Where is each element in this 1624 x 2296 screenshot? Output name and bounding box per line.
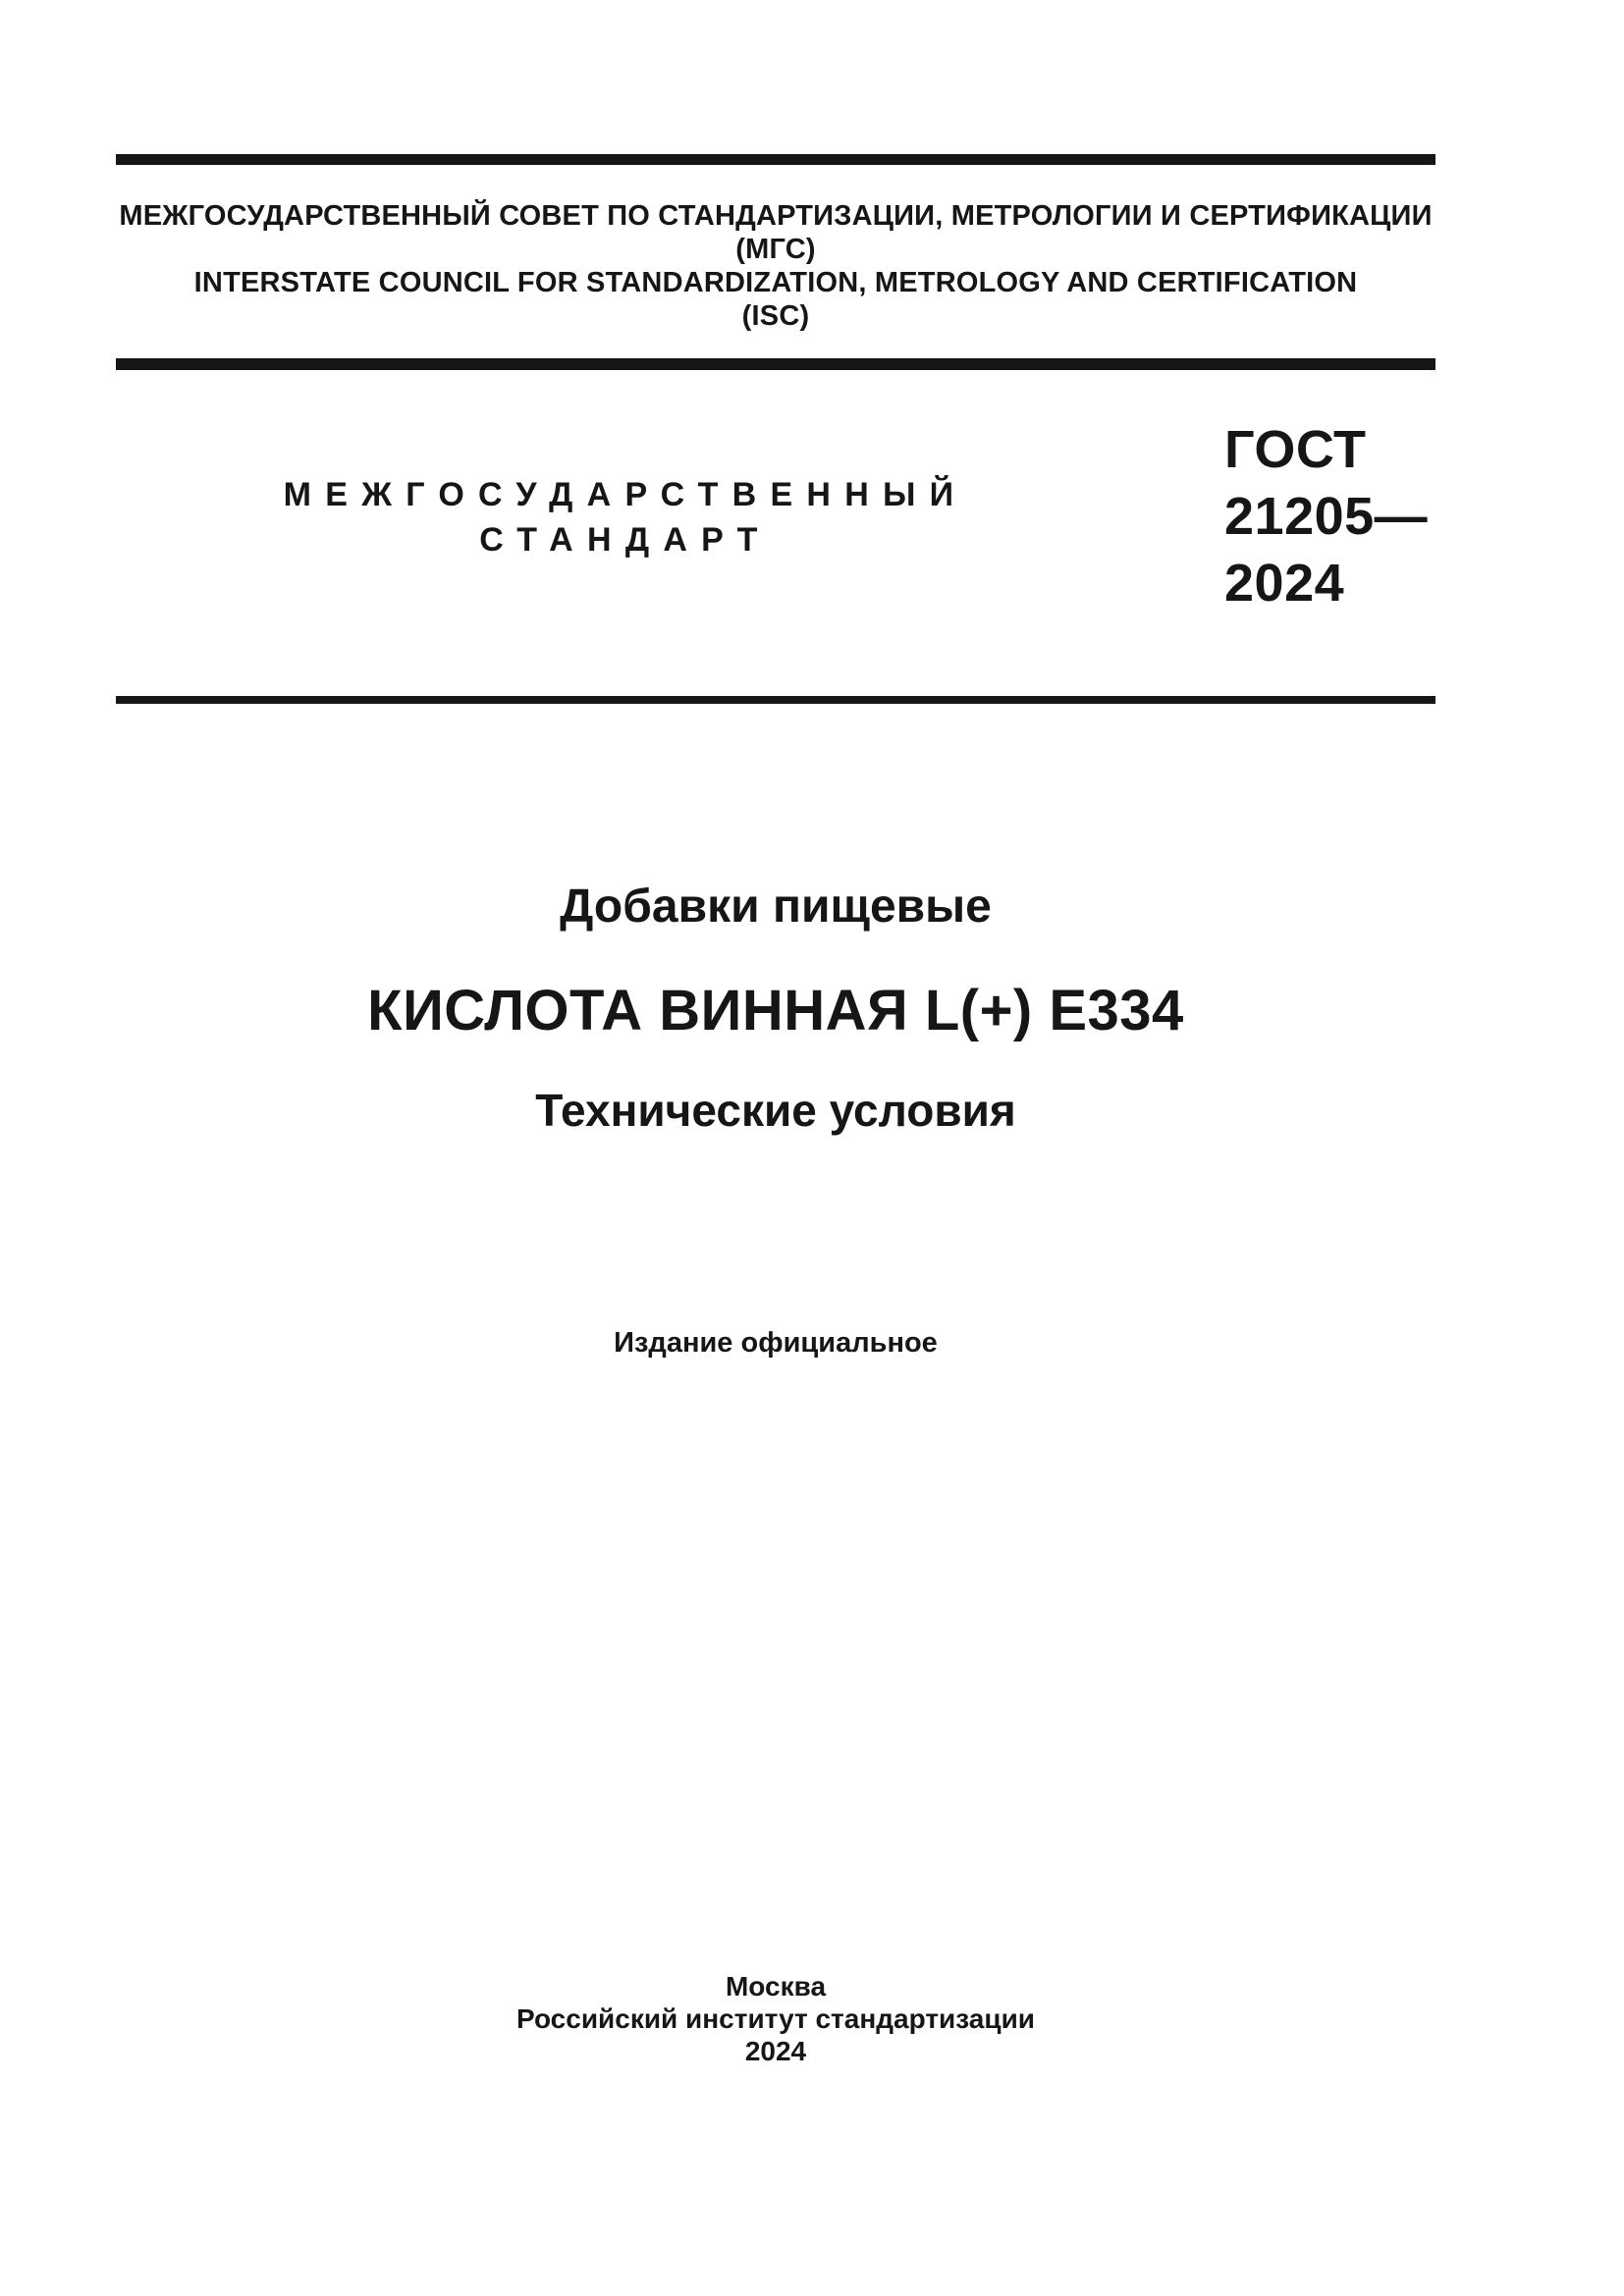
standard-designation (1224, 416, 1428, 616)
council-name-en: INTERSTATE COUNCIL FOR STANDARDIZATION, METROLOGY AND CERTIFICATION (193, 267, 1358, 298)
title-main-line: КИСЛОТА ВИННАЯ L(+) Е334 (367, 979, 1184, 1042)
designation-year: 2024 (1224, 554, 1345, 613)
title-subtitle-line: Технические условия (535, 1085, 1016, 1136)
imprint-year: 2024 (744, 2036, 807, 2066)
title-group-line: Добавки пищевые (560, 881, 992, 933)
designation-prefix: ГОСТ (1224, 420, 1367, 479)
edition-note: Издание официальное (614, 1327, 938, 1359)
designation-number: 21205— (1224, 487, 1429, 546)
imprint-publisher: Российский институт стандартизации (515, 2003, 1036, 2034)
standard-kind-line1: МЕЖГОСУДАРСТВЕННЫЙ (283, 476, 968, 513)
lower-horizontal-rule (116, 696, 1435, 704)
top-horizontal-rule (116, 154, 1435, 165)
imprint-block (116, 1970, 1435, 2067)
council-abbr-ru: (МГС) (735, 234, 816, 265)
council-abbr-en: (ISC) (741, 300, 810, 332)
middle-horizontal-rule (116, 358, 1435, 370)
imprint-city: Москва (725, 1971, 827, 2002)
standard-kind-label (233, 472, 1018, 562)
council-name-ru: МЕЖГОСУДАРСТВЕННЫЙ СОВЕТ ПО СТАНДАРТИЗАЦИИ, МЕТРОЛОГИИ И СЕРТИФИКАЦИИ (119, 200, 1433, 232)
council-header (116, 199, 1435, 333)
standard-kind-line2: СТАНДАРТ (479, 521, 772, 559)
